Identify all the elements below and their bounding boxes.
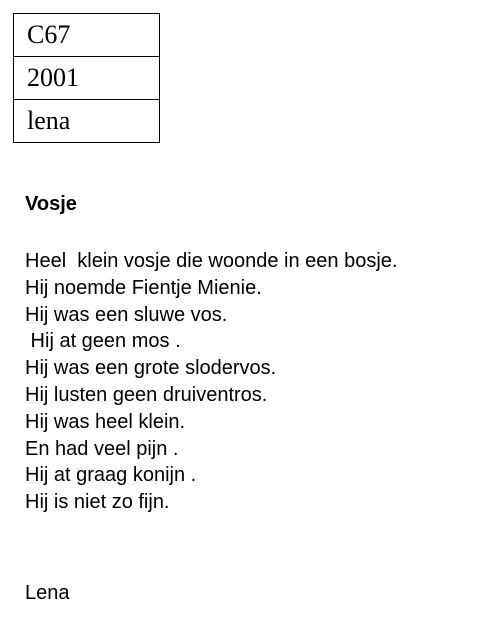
poem-line: Hij was een grote slodervos. — [25, 357, 277, 380]
poem-title: Vosje — [25, 193, 77, 215]
header-cell-year: 2001 — [14, 57, 160, 100]
poem-signature: Lena — [25, 582, 70, 604]
header-cell-code: C67 — [14, 14, 160, 57]
header-cell-name: lena — [14, 100, 160, 143]
poem — [25, 190, 397, 516]
poem-line: Hij lusten geen druiventros. — [25, 383, 268, 406]
header-row-code — [14, 14, 160, 57]
poem-lines — [25, 248, 397, 516]
poem-line: Hij noemde Fientje Mienie. — [25, 276, 262, 299]
poem-line: En had veel pijn . — [25, 437, 179, 460]
poem-line: Hij at graag konijn . — [25, 464, 197, 487]
header-row-year — [14, 57, 160, 100]
poem-line: Hij was een sluwe vos. — [25, 303, 228, 326]
poem-line: Hij is niet zo fijn. — [25, 491, 170, 514]
poem-line: Heel klein vosje die woonde in een bosje. — [25, 250, 398, 272]
poem-line: Hij at geen mos . — [25, 330, 181, 353]
header-row-name — [14, 100, 160, 143]
poem-line: Hij was heel klein. — [25, 410, 186, 433]
header-table — [13, 13, 160, 143]
